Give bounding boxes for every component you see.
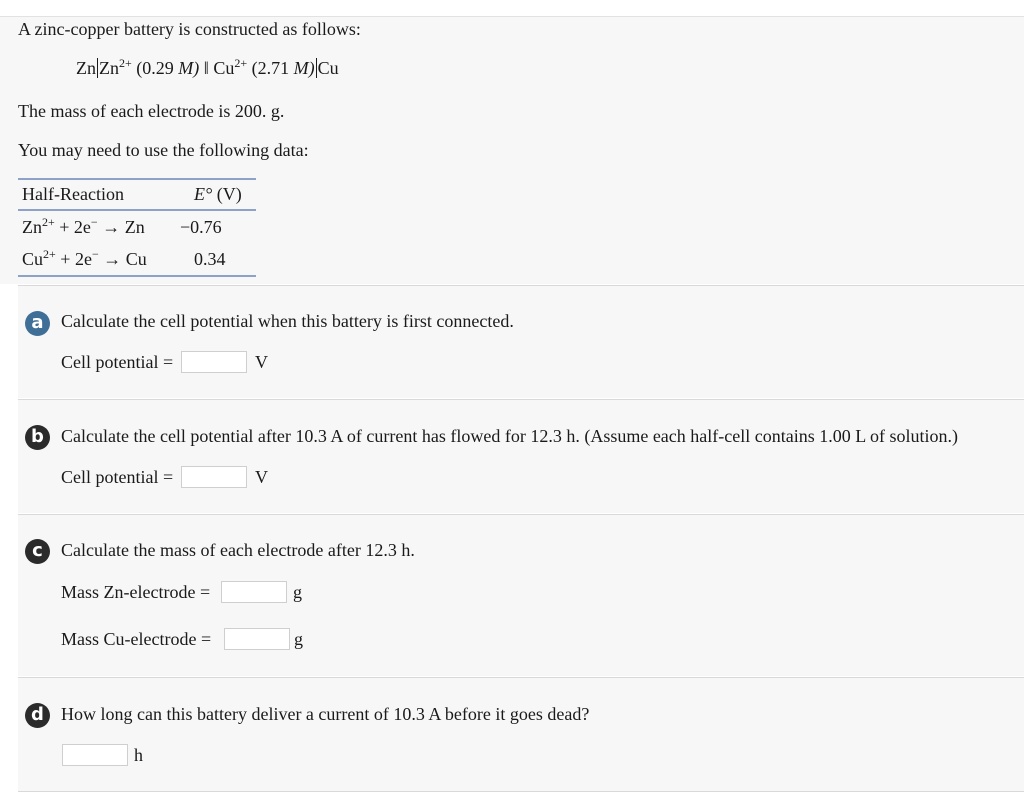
part-a-label: Cell potential = — [61, 352, 174, 372]
potential-cell: 0.34 — [172, 243, 256, 276]
part-b-label: Cell potential = — [61, 467, 174, 487]
part-a-prompt: Calculate the cell potential when this battery is first connected. — [61, 311, 514, 331]
mass-cu-label: Mass Cu-electrode = — [61, 629, 212, 649]
part-b-section — [18, 399, 1024, 513]
half-reaction-table — [18, 178, 256, 277]
mass-cu-input[interactable] — [224, 628, 290, 650]
table-row — [18, 243, 256, 276]
mass-cu-unit: g — [294, 629, 303, 649]
part-b-unit: V — [255, 467, 268, 487]
part-b-badge: b — [25, 425, 50, 450]
cell-potential-b-input[interactable] — [181, 466, 247, 488]
table-row — [18, 210, 256, 243]
part-d-section — [18, 677, 1024, 792]
battery-life-input[interactable] — [62, 744, 128, 766]
data-statement: You may need to use the following data: — [18, 140, 309, 160]
part-b-prompt: Calculate the cell potential after 10.3 A of current has flowed for 12.3 h. (Assume each half-cell contains 1.00 L of solution.) — [61, 426, 959, 446]
part-d-badge: d — [25, 703, 50, 728]
mass-zn-input[interactable] — [221, 581, 287, 603]
mass-zn-unit: g — [293, 582, 302, 602]
reaction-cell: $Zn^{2+} + 2e^- \to Zn$ — [22, 214, 145, 237]
part-d-prompt: How long can this battery deliver a current of 10.3 A before it goes dead? — [61, 704, 590, 724]
reaction-cell: $Cu^{2+} + 2e^- \to Cu$ — [18, 243, 172, 276]
cell-potential-a-input[interactable] — [181, 351, 247, 373]
cell-notation: Zn $Zn^{2+}$ (0.29 M) ‖ $Cu^{2+}$ (2.71 M) Cu — [76, 56, 339, 78]
part-a-badge: a — [25, 311, 50, 336]
table-header-reaction: Half-Reaction — [22, 184, 124, 204]
part-c-badge: c — [25, 539, 50, 564]
part-a-section — [18, 285, 1024, 398]
table-header-potential: E° (V) — [194, 184, 242, 204]
potential-cell: −0.76 — [180, 216, 222, 237]
divider — [18, 791, 1024, 792]
part-a-unit: V — [255, 352, 268, 372]
mass-zn-label: Mass Zn-electrode = — [61, 582, 211, 602]
intro-text: A zinc-copper battery is constructed as follows: — [18, 19, 361, 39]
mass-statement: The mass of each electrode is 200. g. — [18, 101, 285, 121]
part-c-section — [18, 514, 1024, 676]
part-d-unit: h — [134, 745, 143, 765]
part-c-prompt: Calculate the mass of each electrode after 12.3 h. — [61, 540, 415, 560]
